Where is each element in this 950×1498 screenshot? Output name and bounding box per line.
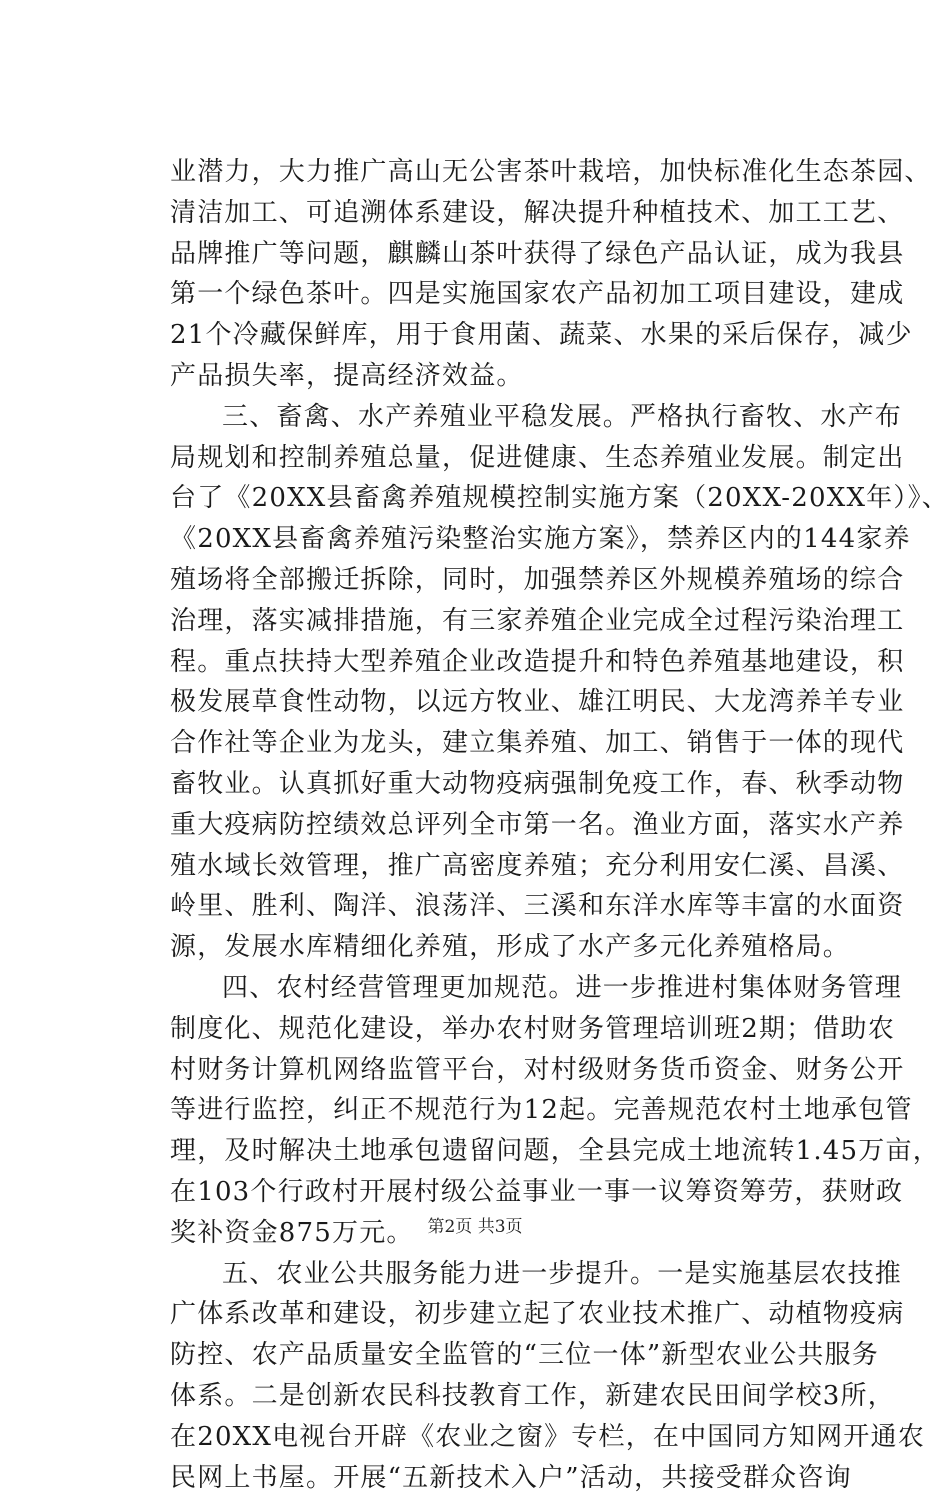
text-line: 重大疫病防控绩效总评列全市第一名。渔业方面，落实水产养 — [170, 805, 840, 846]
text-line: 在20XX电视台开辟《农业之窗》专栏，在中国同方知网开通农 — [170, 1417, 840, 1458]
text-line: 广体系改革和建设，初步建立起了农业技术推广、动植物疫病 — [170, 1294, 840, 1335]
text-line: 台了《20XX县畜禽养殖规模控制实施方案（20XX-20XX年）》、 — [170, 478, 840, 519]
text-line: 《20XX县畜禽养殖污染整治实施方案》，禁养区内的144家养 — [170, 519, 840, 560]
text-line: 村财务计算机网络监管平台，对村级财务货币资金、财务公开 — [170, 1050, 840, 1091]
text-line: 局规划和控制养殖总量，促进健康、生态养殖业发展。制定出 — [170, 438, 840, 479]
paragraph-first-line: 三、畜禽、水产养殖业平稳发展。严格执行畜牧、水产布 — [170, 397, 840, 438]
paragraph-first-line: 四、农村经营管理更加规范。进一步推进村集体财务管理 — [170, 968, 840, 1009]
text-line: 奖补资金875万元。 — [170, 1213, 840, 1254]
text-line: 合作社等企业为龙头，建立集养殖、加工、销售于一体的现代 — [170, 723, 840, 764]
text-line: 源，发展水库精细化养殖，形成了水产多元化养殖格局。 — [170, 927, 840, 968]
text-line: 等进行监控，纠正不规范行为12起。完善规范农村土地承包管 — [170, 1090, 840, 1131]
text-line: 21个冷藏保鲜库，用于食用菌、蔬菜、水果的采后保存，减少 — [170, 315, 840, 356]
text-line: 理，及时解决土地承包遗留问题，全县完成土地流转1.45万亩， — [170, 1131, 840, 1172]
text-line: 岭里、胜利、陶洋、浪荡洋、三溪和东洋水库等丰富的水面资 — [170, 886, 840, 927]
text-line: 体系。二是创新农民科技教育工作，新建农民田间学校3所， — [170, 1376, 840, 1417]
text-line: 殖场将全部搬迁拆除，同时，加强禁养区外规模养殖场的综合 — [170, 560, 840, 601]
text-line: 清洁加工、可追溯体系建设，解决提升种植技术、加工工艺、 — [170, 193, 840, 234]
text-line: 在103个行政村开展村级公益事业一事一议筹资筹劳，获财政 — [170, 1172, 840, 1213]
text-line: 品牌推广等问题，麒麟山茶叶获得了绿色产品认证，成为我县 — [170, 234, 840, 275]
text-line: 极发展草食性动物，以远方牧业、雄江明民、大龙湾养羊专业 — [170, 682, 840, 723]
text-line: 第一个绿色茶叶。四是实施国家农产品初加工项目建设，建成 — [170, 274, 840, 315]
text-line: 治理，落实减排措施，有三家养殖企业完成全过程污染治理工 — [170, 601, 840, 642]
text-line: 制度化、规范化建设，举办农村财务管理培训班2期；借助农 — [170, 1009, 840, 1050]
paragraph-first-line: 五、农业公共服务能力进一步提升。一是实施基层农技推 — [170, 1254, 840, 1295]
text-line: 产品损失率，提高经济效益。 — [170, 356, 840, 397]
document-body — [170, 152, 840, 1498]
text-line: 畜牧业。认真抓好重大动物疫病强制免疫工作，春、秋季动物 — [170, 764, 840, 805]
text-line: 程。重点扶持大型养殖企业改造提升和特色养殖基地建设，积 — [170, 642, 840, 683]
text-line: 防控、农产品质量安全监管的“三位一体”新型农业公共服务 — [170, 1335, 840, 1376]
text-line: 业潜力，大力推广高山无公害茶叶栽培，加快标准化生态茶园、 — [170, 152, 840, 193]
text-line: 殖水域长效管理，推广高密度养殖；充分利用安仁溪、昌溪、 — [170, 846, 840, 887]
page-footer: 第2页 共3页 — [0, 1212, 950, 1237]
text-line: 民网上书屋。开展“五新技术入户”活动，共接受群众咨询 — [170, 1458, 840, 1498]
